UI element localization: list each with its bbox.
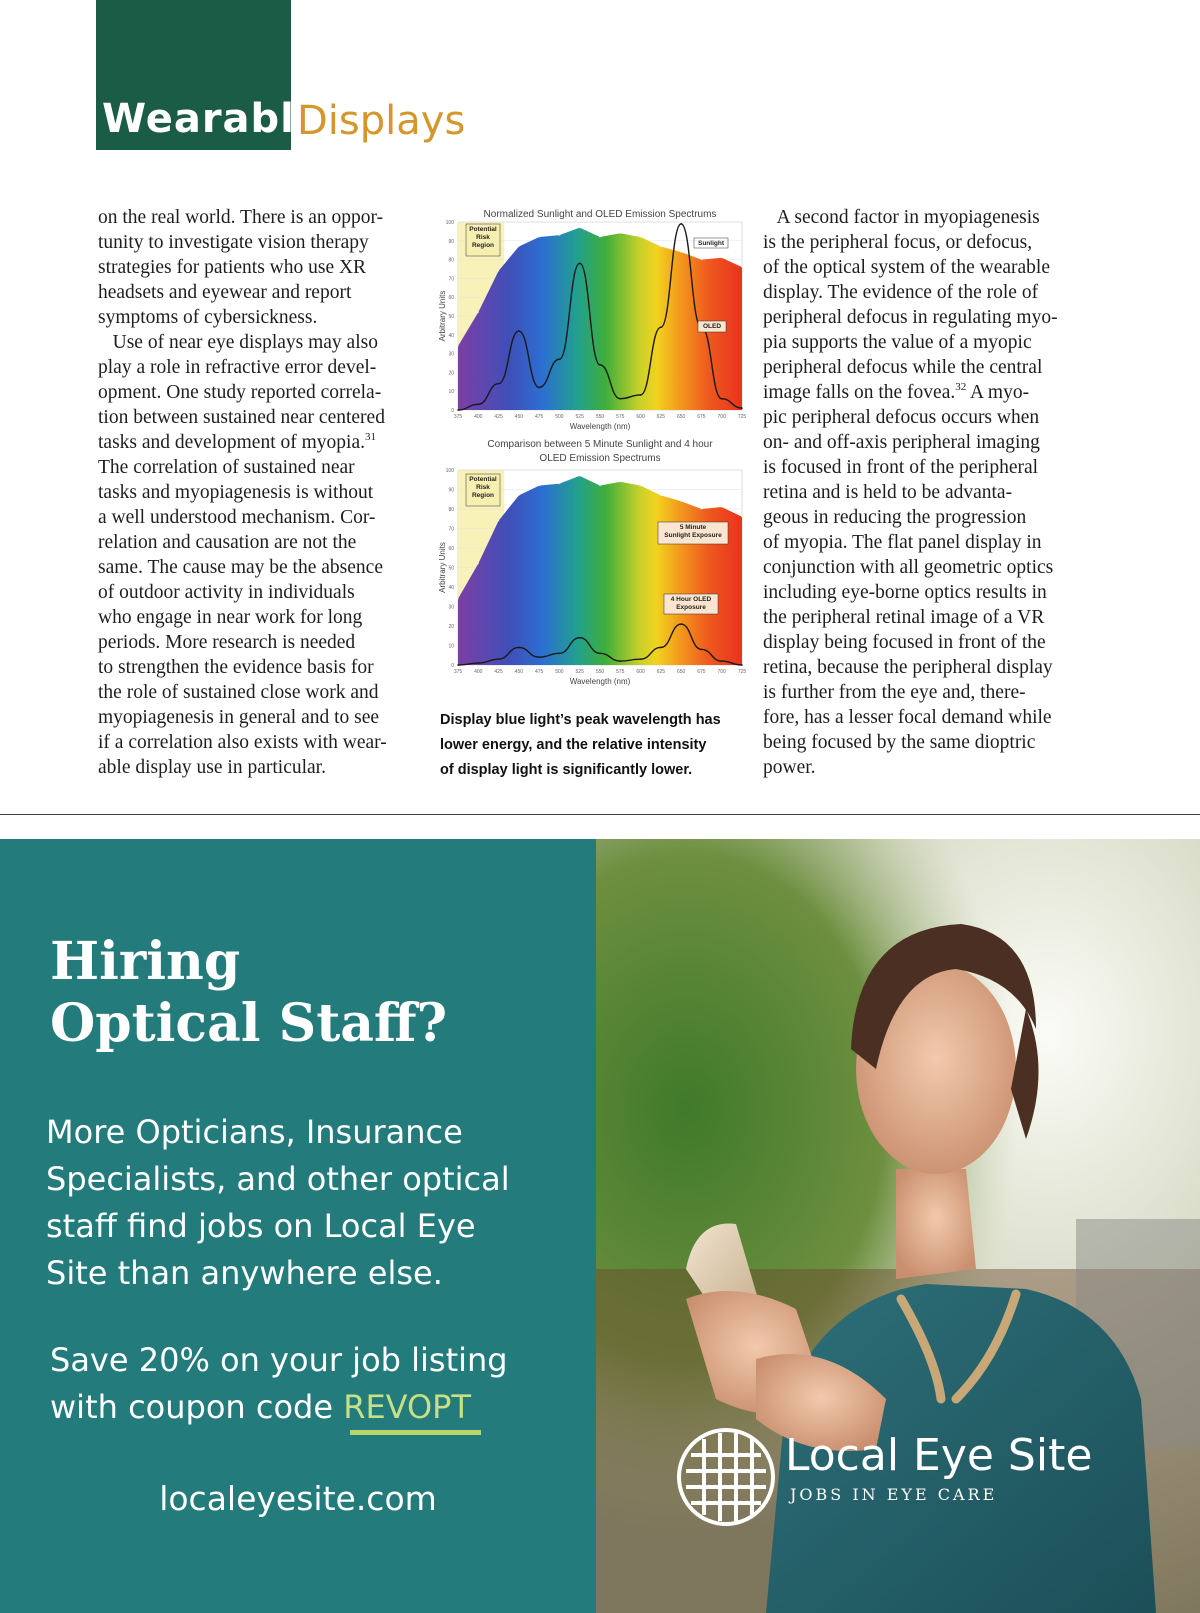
article-line: pia supports the value of a myopic bbox=[763, 332, 1032, 353]
x-tick-label: 725 bbox=[737, 669, 747, 675]
article-line: relation and causation are not the bbox=[98, 532, 357, 553]
x-tick-label: 525 bbox=[575, 669, 584, 675]
x-tick-label: 575 bbox=[616, 669, 625, 675]
article-line: peripheral defocus in regulating myo- bbox=[763, 307, 1058, 328]
article-line: tasks and development of myopia.$^{31}$ bbox=[98, 431, 376, 453]
data-point bbox=[538, 485, 540, 487]
x-tick-label: 375 bbox=[453, 414, 463, 420]
x-tick-label: 500 bbox=[555, 669, 564, 675]
data-point bbox=[498, 270, 500, 272]
data-point bbox=[457, 345, 459, 347]
article-line: play a role in refractive error devel- bbox=[98, 357, 377, 378]
x-tick-label: 600 bbox=[636, 669, 645, 675]
article-line: tunity to investigate vision therapy bbox=[98, 232, 369, 253]
annotation-label: Exposure bbox=[676, 604, 706, 611]
annotation-label: Risk bbox=[476, 484, 490, 491]
article-line: of outdoor activity in individuals bbox=[98, 582, 355, 603]
article-line: power. bbox=[763, 757, 816, 778]
x-tick-label: 650 bbox=[676, 414, 686, 420]
article-line: is further from the eye and, there- bbox=[763, 682, 1026, 703]
data-point bbox=[579, 475, 581, 477]
data-point bbox=[701, 508, 703, 510]
article-line: conjunction with all geometric optics bbox=[763, 557, 1054, 578]
data-point bbox=[477, 563, 479, 565]
y-tick-label: 70 bbox=[448, 276, 454, 283]
article-line: the role of sustained close work and bbox=[98, 682, 379, 703]
article-line: is focused in front of the peripheral bbox=[763, 457, 1039, 478]
data-point bbox=[680, 251, 682, 253]
chart-sunlight-oled bbox=[436, 208, 748, 438]
article-line: same. The cause may be the absence bbox=[98, 557, 383, 578]
article-line: display. The evidence of the role of bbox=[763, 282, 1039, 303]
coupon-underline bbox=[350, 1430, 481, 1435]
data-point bbox=[599, 236, 601, 238]
y-tick-label: 30 bbox=[448, 604, 454, 611]
logo-tagline: JOBS IN EYE CARE bbox=[790, 1485, 998, 1504]
article-line: peripheral defocus while the central bbox=[763, 357, 1043, 378]
article-line: who engage in near work for long bbox=[98, 607, 363, 628]
article-line: periods. More research is needed bbox=[98, 632, 356, 653]
article-line: myopiagenesis in general and to see bbox=[98, 707, 380, 728]
article-line: on- and off-axis peripheral imaging bbox=[763, 432, 1040, 453]
ad-text-panel bbox=[0, 839, 596, 1613]
y-tick-label: 90 bbox=[448, 238, 454, 245]
x-tick-label: 700 bbox=[717, 669, 726, 675]
article-line: being focused by the same dioptric bbox=[763, 732, 1036, 753]
y-tick-label: 60 bbox=[448, 546, 454, 552]
section-divider bbox=[0, 814, 1200, 815]
x-tick-label: 550 bbox=[595, 414, 605, 420]
data-point bbox=[701, 259, 703, 261]
data-point bbox=[721, 257, 723, 259]
x-tick-label: 400 bbox=[474, 414, 483, 420]
article-line: headsets and eyewear and report bbox=[98, 282, 352, 303]
annotation-label: Risk bbox=[476, 234, 490, 241]
article-line: opment. One study reported correla- bbox=[98, 382, 382, 403]
annotation-label: Region bbox=[471, 242, 495, 249]
x-tick-label: 600 bbox=[636, 414, 645, 420]
data-point bbox=[518, 495, 520, 497]
annotation-label: Region bbox=[471, 492, 495, 499]
data-point bbox=[559, 483, 561, 485]
x-tick-label: 650 bbox=[676, 669, 686, 675]
ad-body-line: Specialists, and other optical bbox=[46, 1160, 510, 1198]
annotation-label: Potential bbox=[469, 476, 497, 483]
y-tick-label: 80 bbox=[448, 507, 454, 513]
article-line: geous in reducing the progression bbox=[763, 507, 1027, 528]
data-point bbox=[498, 520, 500, 522]
data-point bbox=[660, 246, 662, 248]
annotation-label: OLED bbox=[702, 323, 722, 330]
ad-headline-line: Optical Staff? bbox=[50, 993, 448, 1054]
x-tick-label: 550 bbox=[595, 669, 605, 675]
section-title: Wearable bbox=[102, 96, 324, 142]
y-tick-label: 100 bbox=[445, 220, 454, 226]
data-point bbox=[619, 481, 621, 483]
ad-offer-line bbox=[50, 1384, 508, 1431]
data-point bbox=[619, 232, 621, 234]
data-point bbox=[559, 234, 561, 236]
x-tick-label: 675 bbox=[697, 669, 706, 675]
chart-5min-vs-4hour bbox=[436, 438, 748, 693]
data-point bbox=[538, 236, 540, 238]
article-line: a well understood mechanism. Cor- bbox=[98, 507, 376, 528]
y-tick-label: 80 bbox=[448, 257, 454, 264]
x-tick-label: 475 bbox=[534, 669, 544, 675]
x-tick-label: 500 bbox=[555, 414, 564, 420]
article-line: to strengthen the evidence basis for bbox=[98, 657, 374, 678]
article-line: retina, because the peripheral display bbox=[763, 657, 1053, 678]
ad-body bbox=[46, 1109, 510, 1297]
ad-offer-prefix: with coupon code bbox=[50, 1388, 344, 1426]
y-axis-label: Arbitrary Units bbox=[438, 542, 447, 593]
article-line: display being focused in front of the bbox=[763, 632, 1046, 653]
caption-line: lower energy, and the relative intensity bbox=[440, 737, 707, 753]
data-point bbox=[457, 598, 459, 600]
reference-number: 32 bbox=[955, 381, 967, 393]
chart-title: OLED Emission Spectrums bbox=[539, 453, 661, 464]
article-line: able display use in particular. bbox=[98, 757, 326, 778]
y-tick-label: 0 bbox=[451, 408, 454, 414]
data-point bbox=[721, 506, 723, 508]
chart-title: Normalized Sunlight and OLED Emission Spectrums bbox=[483, 209, 717, 220]
local-eye-site-logo-icon bbox=[676, 1427, 776, 1527]
article-line: strategies for patients who use XR bbox=[98, 257, 367, 278]
data-point bbox=[599, 485, 601, 487]
article-line: the peripheral retinal image of a VR bbox=[763, 607, 1045, 628]
spectrum-figure bbox=[436, 208, 748, 693]
ad-body-line: More Opticians, Insurance bbox=[46, 1113, 463, 1151]
x-axis-label: Wavelength (nm) bbox=[569, 677, 631, 686]
y-tick-label: 40 bbox=[448, 332, 454, 339]
y-tick-label: 20 bbox=[448, 370, 454, 377]
logo-text: Local Eye Site bbox=[785, 1430, 1093, 1481]
x-tick-label: 475 bbox=[534, 414, 544, 420]
article-line: symptoms of cybersickness. bbox=[98, 307, 318, 328]
y-tick-label: 70 bbox=[448, 526, 454, 533]
article-line: Use of near eye displays may also bbox=[98, 332, 378, 353]
article-line: tion between sustained near centered bbox=[98, 407, 385, 428]
figure-caption bbox=[440, 708, 760, 783]
y-tick-label: 90 bbox=[448, 487, 454, 494]
section-subtitle: Displays bbox=[297, 98, 466, 144]
x-tick-label: 425 bbox=[494, 414, 503, 420]
annotation-label: Sunlight Exposure bbox=[664, 532, 722, 539]
y-tick-label: 30 bbox=[448, 351, 454, 358]
y-axis-label: Arbitrary Units bbox=[438, 290, 447, 342]
y-tick-label: 60 bbox=[448, 295, 454, 302]
caption-line: of display light is significantly lower. bbox=[440, 762, 693, 778]
data-point bbox=[640, 236, 642, 238]
article-line: fore, has a lesser focal demand while bbox=[763, 707, 1052, 728]
data-point bbox=[640, 485, 642, 487]
article-line: tasks and myopiagenesis is without bbox=[98, 482, 374, 503]
x-tick-label: 625 bbox=[656, 669, 666, 675]
data-point bbox=[477, 311, 479, 313]
article-line: retina and is held to be advanta- bbox=[763, 482, 1013, 503]
chart-title: Comparison between 5 Minute Sunlight and 4 hour bbox=[487, 439, 713, 450]
annotation-label: Sunlight bbox=[698, 240, 724, 247]
ad-headline bbox=[50, 931, 447, 1055]
y-tick-label: 10 bbox=[448, 643, 454, 650]
x-tick-label: 425 bbox=[494, 669, 503, 675]
x-tick-label: 450 bbox=[514, 669, 524, 675]
annotation-label: 4 Hour OLED bbox=[670, 596, 712, 603]
article-line: A second factor in myopiagenesis bbox=[763, 207, 1040, 228]
annotation-label: 5 Minute bbox=[679, 524, 707, 531]
ad-offer bbox=[50, 1337, 508, 1431]
article-line: if a correlation also exists with wear- bbox=[98, 732, 387, 753]
x-tick-label: 450 bbox=[514, 414, 524, 420]
data-point bbox=[660, 495, 662, 497]
data-point bbox=[680, 500, 682, 502]
article-column-right bbox=[763, 205, 1103, 780]
x-axis-label: Wavelength (nm) bbox=[569, 422, 631, 431]
reference-number: 31 bbox=[364, 431, 376, 443]
article-line: including eye-borne optics results in bbox=[763, 582, 1047, 603]
ad-body-line: Site than anywhere else. bbox=[46, 1254, 443, 1292]
y-tick-label: 50 bbox=[448, 314, 454, 320]
y-tick-label: 20 bbox=[448, 624, 454, 630]
article-line: image falls on the fovea.$^{32}$ A myo- bbox=[763, 381, 1030, 403]
x-tick-label: 700 bbox=[717, 414, 726, 420]
y-tick-label: 10 bbox=[448, 389, 454, 396]
article-line: of the optical system of the wearable bbox=[763, 257, 1050, 278]
ad-url-link[interactable]: localeyesite.com bbox=[159, 1479, 437, 1518]
article-column-left bbox=[98, 205, 418, 780]
ad-offer-line: Save 20% on your job listing bbox=[50, 1341, 508, 1379]
x-tick-label: 525 bbox=[575, 414, 584, 420]
advertisement[interactable] bbox=[0, 839, 1200, 1613]
x-tick-label: 625 bbox=[656, 414, 666, 420]
article-line: on the real world. There is an oppor- bbox=[98, 207, 384, 228]
x-tick-label: 400 bbox=[474, 669, 483, 675]
coupon-code: REVOPT bbox=[343, 1388, 472, 1426]
y-tick-label: 100 bbox=[445, 468, 454, 474]
data-point bbox=[741, 516, 743, 518]
x-tick-label: 575 bbox=[616, 414, 625, 420]
ad-body-line: staff find jobs on Local Eye bbox=[46, 1207, 476, 1245]
x-tick-label: 675 bbox=[697, 414, 706, 420]
article-line: is the peripheral focus, or defocus, bbox=[763, 232, 1033, 253]
ad-headline-line: Hiring bbox=[50, 931, 241, 992]
x-tick-label: 375 bbox=[453, 669, 463, 675]
annotation-label: Potential bbox=[469, 226, 497, 233]
y-tick-label: 40 bbox=[448, 585, 454, 591]
article-line: pic peripheral defocus occurs when bbox=[763, 407, 1040, 428]
article-line: The correlation of sustained near bbox=[98, 457, 355, 478]
caption-line: Display blue light’s peak wavelength has bbox=[440, 712, 721, 728]
y-tick-label: 50 bbox=[448, 565, 454, 572]
data-point bbox=[579, 227, 581, 229]
article-line: of myopia. The flat panel display in bbox=[763, 532, 1042, 553]
x-tick-label: 725 bbox=[737, 414, 747, 420]
data-point bbox=[518, 246, 520, 248]
y-tick-label: 0 bbox=[451, 663, 454, 669]
data-point bbox=[741, 266, 743, 268]
